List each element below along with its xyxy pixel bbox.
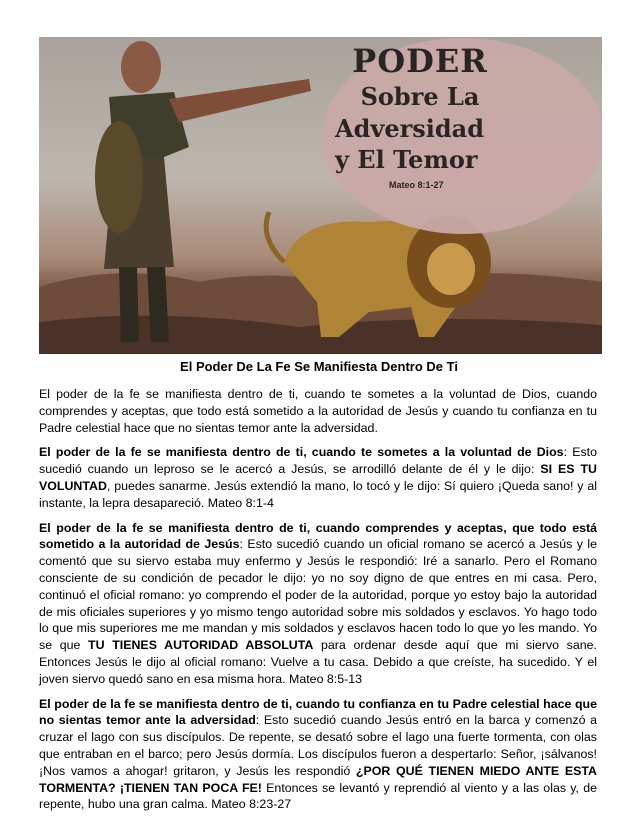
paragraph-leper-lead: El poder de la fe se manifiesta dentro de ti, cuando te sometes a la voluntad de Dios (39, 445, 564, 460)
paragraph-storm-text-b: Entonces se levantó y reprendió al viento y a las olas y, de repente, hubo una gran calma. Mateo 8:23-27 (39, 780, 597, 812)
poster-reference: Mateo 8:1-27 (389, 180, 444, 190)
paragraph-centurion-lead: El poder de la fe se manifiesta dentro de ti, cuando comprendes y aceptas, que todo está sometido a la autoridad de Jesús (39, 520, 597, 552)
paragraph-storm-emphasis: ¿POR QUÉ TIENEN MIEDO ANTE ESTA TORMENTA? ¡TIENEN TAN POCA FE! (39, 763, 597, 795)
hero-image (39, 37, 602, 354)
paragraph-centurion-text-a: : Esto sucedió cuando un oficial romano se acercó a Jesús y le comentó que su siervo estaba muy enfermo y Jesús le respondió: Iré a sanarlo. Pero el Romano consciente de su condición de pecador le dijo: yo no soy digno de que entres en mi casa. Pero, continuó el oficial romano: yo comprendo el poder de la autoridad, porque yo estoy bajo la autoridad de mis oficiales superiores y yo mismo tengo autoridad sobre mis soldados y esclavos. Yo hago todo lo que mis superiores me me mandan y mis soldados y esclavos hacen todo lo que yo les mando. Yo se que (39, 537, 597, 653)
paragraph-leper-text-b: , puedes sanarme. Jesús extendió la mano, lo tocó y le dijo: Sí quiero ¡Queda sano! y al instante, la lepra desapareció. Mateo 8:1-4 (39, 478, 597, 510)
paragraph-leper-text-a: : Esto sucedió cuando un leproso se le acercó a Jesús, se arrodilló delante de él y le dijo: (39, 445, 597, 477)
document-heading: El Poder De La Fe Se Manifiesta Dentro De Ti (180, 359, 458, 374)
paragraph-storm (39, 696, 597, 814)
document-body (39, 386, 597, 821)
poster-title-line-2: Sobre La (360, 82, 480, 111)
poster-title (335, 42, 505, 174)
paragraph-centurion-text-b: para ordenar desde aquí que mi siervo sane. Entonces Jesús le dijo al oficial romano: Vuelve a tu casa. Debido a que creíste, ha sucedido. Y el joven siervo quedó sano en esa misma hora. Mateo 8:5-13 (39, 638, 597, 686)
poster-title-line-1: PODER (352, 42, 488, 80)
paragraph-leper-emphasis: SI ES TU VOLUNTAD (39, 462, 597, 493)
paragraph-storm-lead: El poder de la fe se manifiesta dentro de ti, cuando tu confianza en tu Padre celestial hace que no sientas temor ante la adversidad (39, 696, 597, 728)
paragraph-intro: El poder de la fe se manifiesta dentro de ti, cuando te sometes a la voluntad de Dios, cuando comprendes y aceptas, que todo está sometido a la autoridad de Jesús y cuando tu confianza en tu Padre celestial hace que no sientas temor ante la adversidad. (39, 387, 597, 435)
paragraph-centurion-emphasis: TU TIENES AUTORIDAD ABSOLUTA (88, 638, 314, 653)
paragraph-leper (39, 444, 597, 511)
poster-title-line-3: Adversidad (335, 114, 485, 143)
poster-title-line-4: y El Temor (335, 145, 478, 174)
paragraph-centurion (39, 520, 597, 688)
paragraph-storm-text-a: : Esto sucedió cuando Jesús entró en la barca y comenzó a cruzar el lago con sus discípulos. De repente, se desató sobre el lago una fuerte tormenta, con olas que entraban en el barco; pero Jesús dormía. Los discípulos fueron a despertarlo: Señor, ¡sálvanos! ¡Nos vamos a ahogar! gritaron, y Jesús les respondió (39, 713, 598, 778)
